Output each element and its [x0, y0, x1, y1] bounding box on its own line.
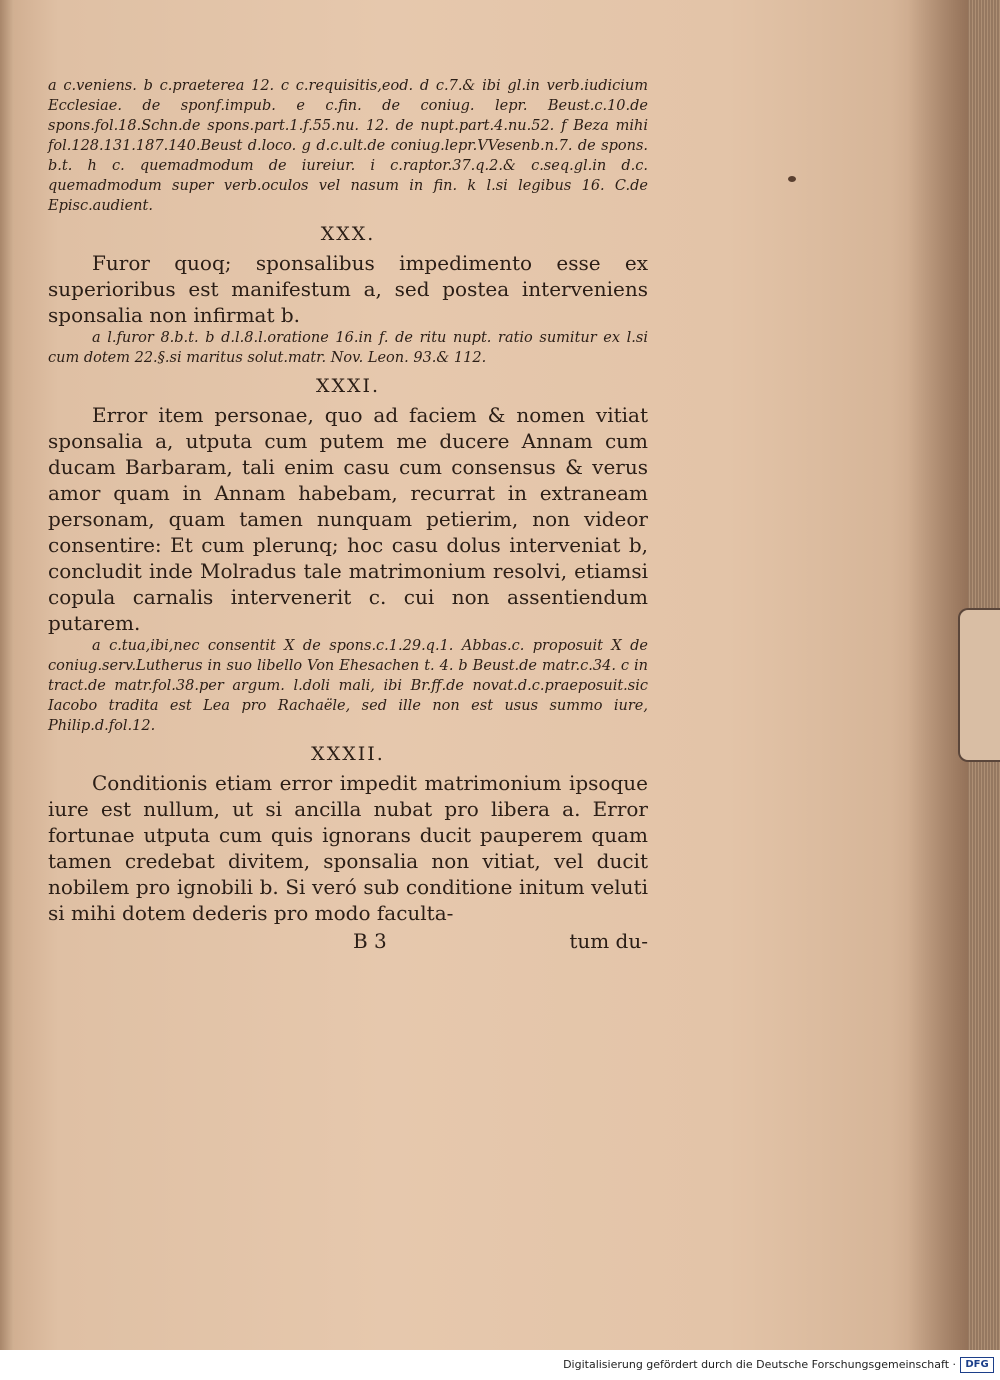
section-heading-31: XXXI. [315, 375, 381, 397]
section-text-30: Furor quoq; sponsalibus impedimento esse ex superioribus est manifestum a, sed postea interveniens sponsalia non infirmat b. [48, 251, 648, 327]
dfg-logo-icon: DFG [960, 1357, 994, 1373]
page-gutter [0, 0, 14, 1350]
section-text-31: Error item personae, quo ad faciem & nomen vitiat sponsalia a, utputa cum putem me ducere Annam cum ducam Barbaram, tali enim casu cum consensus & verus amor quam in Annam habebam, recurrat in extraneam personam, quam tamen nunquam petierim, non videor consentire: Et cum plerunq; hoc casu dolus interveniat b, concludit inde Molradus tale matrimonium resolvi, etiamsi copula carnalis intervenerit c. cui non assentiendum putarem. [48, 403, 648, 635]
footnotes-top: a c.veniens. b c.praeterea 12. c c.requisitis,eod. d c.7.& ibi gl.in verb.iudicium Ecclesiae. de sponf.impub. e c.fin. de coniug. lepr. Beust.c.10.de spons.fol.18.Schn.de spons.part.1.f.55.nu. 12. de nupt.part.4.nu.52. f Beza mihi fol.128.131.187.140.Beust d.loco. g d.c.ult.de coniug.lepr.VVesenb.n.7. de spons. b.t. h c. quemadmodum de iureiur. i c.raptor.37.q.2.& c.seq.gl.in d.c. quemadmodum super verb.oculos vel nasum in fin. k l.si legibus 16. C.de Episc.audient. [48, 78, 648, 214]
footer-credit: Digitalisierung gefördert durch die Deutsche Forschungsgemeinschaft · [563, 1358, 956, 1371]
ink-fleck [788, 176, 796, 182]
page-tab [958, 608, 1000, 762]
section-heading-30: XXX. [320, 223, 376, 245]
digitization-footer [0, 1350, 1000, 1380]
footnotes-30: a l.furor 8.b.t. b d.l.8.l.oratione 16.in f. de ritu nupt. ratio sumitur ex l.si cum dotem 22.§.si maritus solut.matr. Nov. Leon. 93.& 112. [48, 330, 648, 366]
catchword: tum du- [569, 929, 648, 953]
section-text-32: Conditionis etiam error impedit matrimonium ipsoque iure est nullum, ut si ancilla nubat pro libera a. Error fortunae utputa cum quis ignorans ducit pauperem quam tamen credebat divitem, sponsalia non vitiat, vel ducit nobilem pro ignobili b. Si veró sub conditione initum veluti si mihi dotem dederis pro modo faculta- [48, 771, 648, 925]
page-text-block [48, 76, 648, 954]
page-footer-line [48, 928, 648, 954]
signature-mark: B 3 [353, 929, 387, 953]
footnotes-31: a c.tua,ibi,nec consentit X de spons.c.1.29.q.1. Abbas.c. proposuit X de coniug.serv.Lutherus in suo libello Von Ehesachen t. 4. b Beust.de matr.c.34. c in tract.de matr.fol.38.per argum. l.doli mali, ibi Br.ff.de novat.d.c.praeposuit.sic Iacobo tradita est Lea pro Rachaële, sed ille non est usus summo iure, Philip.d.fol.12. [48, 638, 648, 734]
section-heading-32: XXXII. [311, 743, 385, 765]
